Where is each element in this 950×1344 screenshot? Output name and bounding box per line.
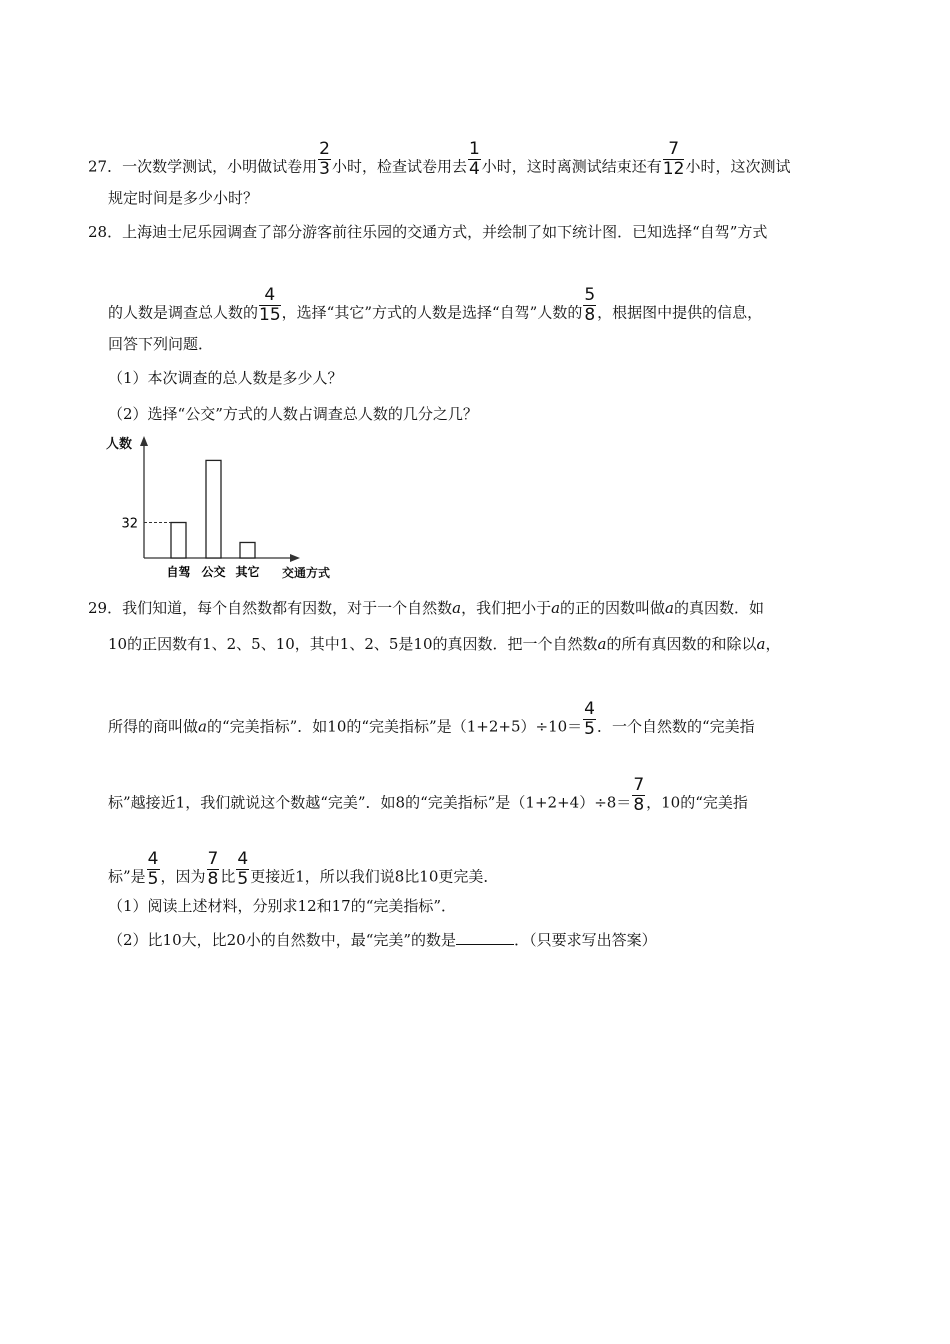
fraction: $\frac{2}{3}$	[319, 139, 330, 179]
x-axis-arrow	[290, 554, 300, 562]
bar-其它	[240, 542, 255, 558]
fraction: $\frac{7}{8}$	[633, 775, 645, 815]
q29-line-5: 标”是 $\frac{4}{5}$ ，因为 $\frac{7}{8}$ 比 $\frac{4}{5}$ 更接近1，所以我们说8比10更完美．	[108, 849, 499, 889]
q29-line-4: 标”越接近1，我们就说这个数越“完美”．如8的“完美指标”是（1+2+4）÷8＝ $\frac{7}{8}$ ，10的“完美指	[108, 775, 748, 815]
fraction: $\frac{7}{12}$	[662, 139, 685, 179]
y-tick-label: 32	[121, 516, 138, 532]
y-axis-label: 人数	[106, 437, 133, 452]
fraction: $\frac{4}{5}$	[237, 849, 249, 889]
fraction: $\frac{4}{5}$	[584, 699, 595, 739]
bar-公交	[206, 460, 221, 558]
bar-chart	[100, 432, 340, 582]
x-tick-label: 自驾	[166, 565, 191, 579]
q29-sub-2: （2）比10大，比20小的自然数中，最“完美”的数是 ．（只要求写出答案）	[108, 931, 657, 949]
fraction: $\frac{7}{8}$	[207, 849, 219, 889]
fraction: $\frac{1}{4}$	[468, 139, 480, 179]
q29-number: 29．	[88, 599, 123, 617]
q27-number: 27．	[88, 157, 123, 176]
q29-line-2: 10的正因数有1、2、5、10，其中1、2、5是10的真因数．把一个自然数a的所有真因数的和除以a，	[108, 635, 781, 653]
q27-line-1: 27．一次数学测试，小明做试卷用 $\frac{2}{3}$ 小时，检查试卷用去 $\frac{1}{4}$ 小时，这时离测试结束还有 $\frac{7}{12}$ 小时，这次测试	[88, 139, 791, 179]
answer-blank[interactable]	[456, 930, 514, 945]
bar-自驾	[171, 523, 186, 558]
fraction: $\frac{4}{15}$	[259, 285, 281, 325]
q28-line-3: 回答下列问题．	[108, 335, 214, 353]
q29-line-3: 所得的商叫做a的“完美指标”．如10的“完美指标”是（1+2+5）÷10＝ $\frac{4}{5}$ ．一个自然数的“完美指	[108, 699, 755, 739]
q28-sub-1: （1）本次调查的总人数是多少人？	[108, 369, 343, 387]
q29-sub-1: （1）阅读上述材料，分别求12和17的“完美指标”．	[108, 897, 457, 915]
q28-line-2: 的人数是调查总人数的 $\frac{4}{15}$ ，选择“其它”方式的人数是选择“自驾”人数的 $\frac{5}{8}$ ，根据图中提供的信息，	[108, 285, 763, 325]
y-axis-arrow	[140, 436, 148, 446]
q28-number: 28．	[88, 223, 123, 241]
x-tick-label: 其它	[235, 565, 260, 579]
q28-sub-2: （2）选择“公交”方式的人数占调查总人数的几分之几？	[108, 405, 478, 423]
q28-line-1: 28．上海迪士尼乐园调查了部分游客前往乐园的交通方式，并绘制了如下统计图．已知选择“自驾”方式	[88, 223, 768, 241]
q27-line-2: 规定时间是多少小时？	[108, 189, 259, 207]
q29-line-1: 29．我们知道，每个自然数都有因数，对于一个自然数a，我们把小于a的正的因数叫做a的真因数．如	[88, 599, 765, 617]
x-axis-label: 交通方式	[282, 566, 331, 580]
fraction: $\frac{5}{8}$	[584, 285, 596, 325]
fraction: $\frac{4}{5}$	[147, 849, 159, 889]
x-tick-label: 公交	[201, 565, 226, 579]
